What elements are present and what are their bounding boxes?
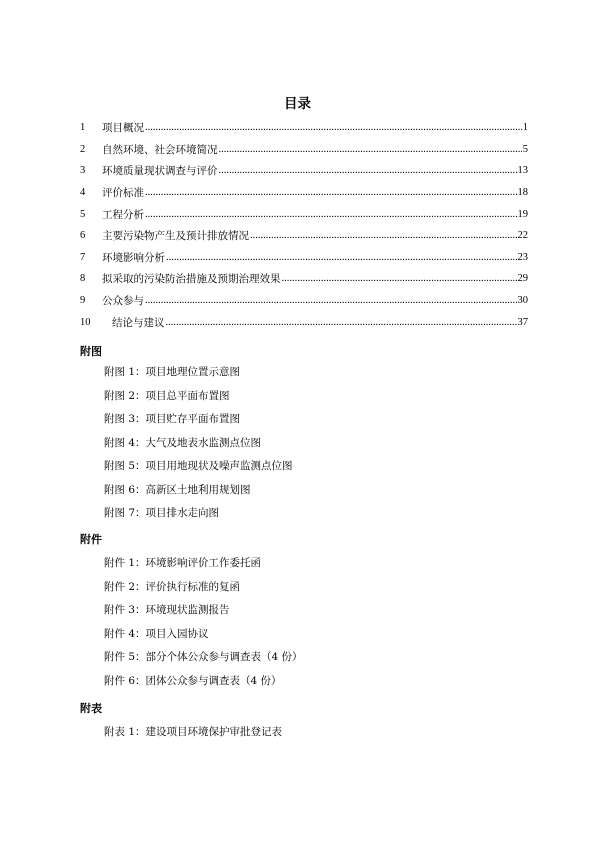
toc-page-number: 37 [517,316,528,328]
toc-entry [80,225,528,247]
toc-number: 4 [80,187,86,199]
toc-title: 环境质量现状调查与评价 [102,165,218,178]
toc-leader [219,144,522,155]
attachment-item: 附件 3：环境现状监测报告 [104,604,230,617]
page-title: 目录 [284,96,311,112]
toc-title: 结论与建议 [112,316,165,329]
figure-item: 附图 4：大气及地表水监测点位图 [104,436,262,449]
toc-entry [80,160,528,182]
toc-page-number: 22 [517,230,528,242]
figure-item: 附图 3：项目贮存平面布置图 [104,413,241,426]
attachment-item: 附件 1：环境影响评价工作委托函 [104,557,262,570]
toc-title: 评价标准 [102,187,144,200]
toc-leader [145,187,517,198]
figure-item: 附图 6：高新区土地利用规划图 [104,483,251,496]
toc-title: 项目概况 [102,122,144,135]
toc-page-number: 29 [517,273,528,285]
toc-number: 5 [80,208,86,220]
toc-entry [80,311,528,333]
toc-number: 9 [80,295,86,307]
attachments-heading: 附件 [80,533,102,546]
toc-page-number: 13 [517,165,528,177]
toc-leader [282,273,517,284]
toc-title: 工程分析 [102,208,144,221]
tables-list [104,720,282,744]
figure-item: 附图 2：项目总平面布置图 [104,389,230,402]
toc-title: 环境影响分析 [102,251,165,264]
toc-leader [166,252,517,263]
attachment-item: 附件 2：评价执行标准的复函 [104,580,241,593]
attachments-list [104,551,303,692]
toc-entry [80,139,528,161]
toc-number: 3 [80,165,86,177]
toc-number: 8 [80,273,86,285]
toc-page-number: 5 [522,143,528,155]
toc-entry [80,182,528,204]
table-of-contents [80,117,528,333]
table-item: 附表 1：建设项目环境保护审批登记表 [104,726,283,739]
toc-leader [145,209,517,220]
toc-leader [166,317,517,328]
toc-page-number: 30 [517,295,528,307]
toc-leader [250,230,517,241]
figures-heading: 附图 [80,345,102,358]
figure-item: 附图 5：项目用地现状及噪声监测点位图 [104,460,293,473]
toc-leader [219,165,517,176]
toc-page-number: 19 [517,208,528,220]
toc-entry [80,117,528,139]
figures-list [104,360,293,525]
toc-title: 主要污染物产生及预计排放情况 [102,230,249,243]
toc-number: 10 [80,316,91,328]
attachment-item: 附件 5：部分个体公众参与调查表（4 份） [104,651,303,664]
toc-page-number: 18 [517,187,528,199]
toc-number: 6 [80,230,86,242]
toc-entry [80,268,528,290]
toc-page-number: 1 [522,122,528,134]
toc-entry [80,203,528,225]
attachment-item: 附件 6：团体公众参与调查表（4 份） [104,674,282,687]
toc-title: 拟采取的污染防治措施及预期治理效果 [102,273,281,286]
figure-item: 附图 1：项目地理位置示意图 [104,366,241,379]
toc-number: 2 [80,143,86,155]
toc-title: 自然环境、社会环境简况 [102,143,218,156]
tables-heading: 附表 [80,702,102,715]
toc-leader [145,295,517,306]
toc-number: 7 [80,251,86,263]
toc-title: 公众参与 [102,295,144,308]
toc-entry [80,247,528,269]
toc-entry [80,290,528,312]
toc-number: 1 [80,122,86,134]
toc-page-number: 23 [517,251,528,263]
attachment-item: 附件 4：项目入园协议 [104,627,209,640]
figure-item: 附图 7：项目排水走向图 [104,507,220,520]
toc-leader [145,122,522,133]
